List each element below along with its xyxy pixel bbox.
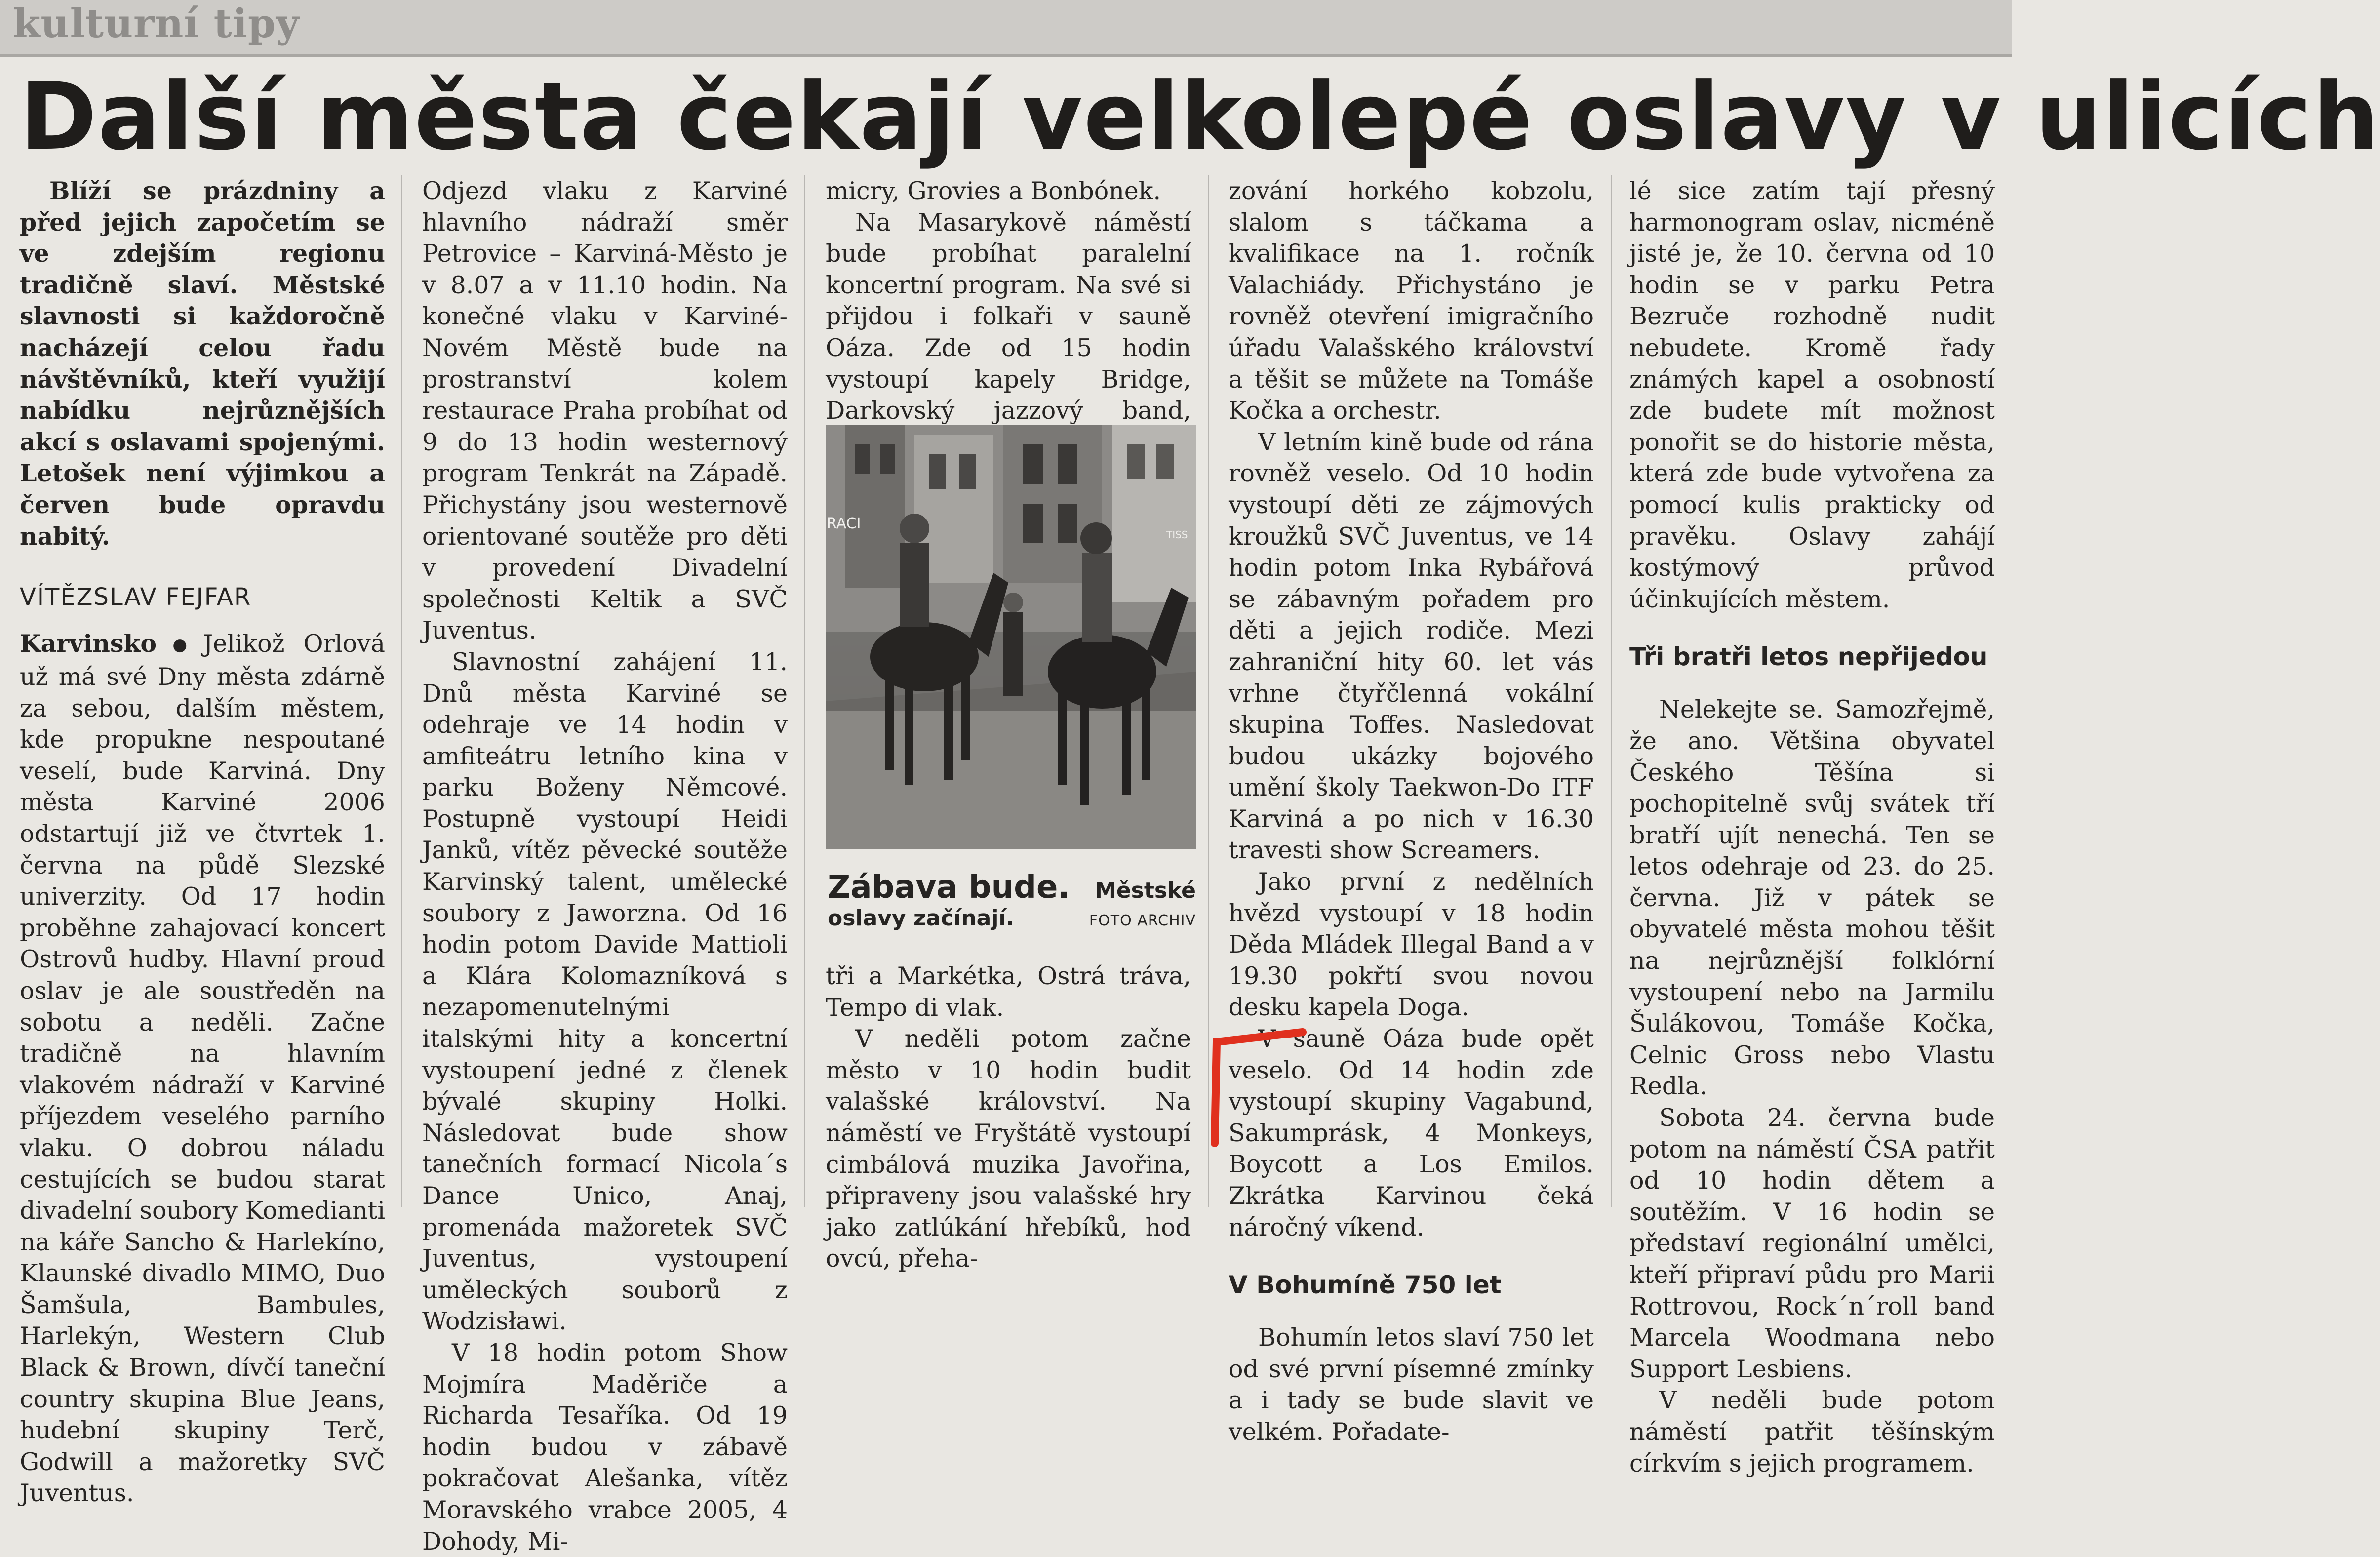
photo-block [826, 425, 1196, 933]
bullet-icon: ● [161, 635, 198, 655]
dateline-place: Karvinsko [20, 629, 157, 658]
body-paragraph: V neděli bude potom náměstí patřit těšínským církvím s jejich programem. [1629, 1386, 1995, 1477]
column-divider [804, 175, 805, 1207]
body-paragraph: V sauně Oáza bude opět veselo. Od 14 hodin zde vystoupí skupiny Vagabund, Sakumprásk, 4 Monkeys, Boycott a Los Emilos. Zkrátka Karvinou čeká náročný víkend. [1229, 1025, 1594, 1241]
header-rule [0, 54, 2012, 57]
body-paragraph: Bohumín letos slaví 750 let od své první písemné zmínky a i tady se bude slavit ve velkém. Pořadate- [1229, 1323, 1594, 1446]
subheading: Tři bratři letos nepřijedou [1629, 642, 1988, 672]
headline: Další města čekají velkolepé oslavy v ulicích [20, 63, 2380, 171]
column-divider [401, 175, 402, 1207]
column-2 [422, 175, 788, 1556]
street-parade-photo [826, 425, 1196, 849]
body-paragraph: tři a Markétka, Ostrá tráva, Tempo di vlak. [826, 962, 1191, 1022]
body-paragraph: V neděli potom začne město v 10 hodin budit valašské království. Na náměstí ve Fryštátě vystoupí cimbálová muzika Javořina, připraveny jsou valašské hry jako zatlúkání hřebíků, hod ovcú, přeha- [826, 1025, 1191, 1273]
body-paragraph: Na Masarykově náměstí bude probíhat paralelní koncertní program. Na své si přijdou i folkaři v sauně Oáza. Zde od 15 hodin vystoupí kapely Bridge, Darkovský jazzový band, [826, 208, 1191, 425]
column-5 [1629, 175, 1995, 1477]
body-paragraph: V 18 hodin potom Show Mojmíra Maděriče a Richarda Tesaříka. Od 19 hodin budou v zábavě pokračovat Alešanka, vítěz Moravského vrabce 2005, 4 Dohody, Mi- [422, 1338, 788, 1556]
body-paragraph: Slavnostní zahájení 11. Dnů města Karviné se odehraje ve 14 hodin v amfiteátru letního kina v parku Boženy Němcové. Postupně vystoupí Heidi Janků, vítěz pěvecké soutěže Karvinský talent, umělecké soubory z Jaworzna. Od 16 hodin potom Davide Mattioli a Klára Kolomazníková s nezapomenutelnými italskými hity a koncertní vystoupení jedné z členek bývalé skupiny Holki. Následovat bude show tanečních formací Nicola´s Dance Unico, Anaj, promenáda mažoretek SVČ Juventus, vystoupení uměleckých souborů z Wodzisławi. [422, 647, 788, 1336]
column-1 [20, 175, 386, 1508]
caption-title: Zábava bude. [828, 869, 1070, 906]
body-paragraph: V letním kině bude od rána rovněž veselo. Od 10 hodin vystoupí děti ze zájmových kroužků SVČ Juventus, ve 14 hodin potom Inka Rybářová se zábavným pořadem pro děti a jejich rodiče. Mezi zahraniční hity 60. let vás vrhne čtyřčlenná vokální skupina Toffes. Nasledovat budou ukázky bojového umění školy Taekwon-Do ITF Karviná a po nich v 16.30 travesti show Screamers. [1229, 428, 1594, 865]
byline: VÍTĚZSLAV FEJFAR [20, 583, 252, 611]
red-corner-mark [1204, 1027, 1303, 1146]
caption-text-left: oslavy začínají. [828, 906, 1015, 931]
lead-paragraph: Blíží se prázdniny a před jejich započetím se ve zdejším regionu tradičně slaví. Městské slavnosti si každoročně nacházejí celou řadu návštěvníků, kteří využijí nabídku nejrůznějších akcí s oslavami spojenými. Letošek není výjimkou a červen bude opravdu nabitý. [20, 176, 385, 551]
body-paragraph: lé sice zatím tají přesný harmonogram oslav, nicméně jisté je, že 10. června od 10 hodin se v parku Petra Bezruče rozhodně nudit nebudete. Kromě řady známých kapel a osobností zde budete mít možnost ponořit se do historie města, která zde bude vytvořena za pomocí kulis prakticky od pravěku. Oslavy zahájí kostýmový průvod účinkujících městem. [1629, 177, 1995, 613]
body-paragraph: Sobota 24. června bude potom na náměstí ČSA patřit od 10 hodin dětem a soutěžím. V 16 hodin se představí regionální umělci, kteří připraví půdu pro Marii Rottrovou, Rock´n´roll band Marcela Woodmana nebo Support Lesbiens. [1629, 1104, 1995, 1383]
body-paragraph: Odjezd vlaku z Karviné hlavního nádraží směr Petrovice – Karviná-Město je v 8.07 a v 11.10 hodin. Na konečné vlaku v Karviné-Novém Městě bude na prostranství kolem restaurace Praha probíhat od 9 do 13 hodin westernový program Tenkrát na Západě. Přichystány jsou westernově orientované soutěže pro děti v provedení Divadelní společnosti Keltik a SVČ Juventus. [422, 177, 788, 645]
section-header-band [0, 0, 2012, 54]
body-paragraph: Jako první z nedělních hvězd vystoupí v 18 hodin Děda Mládek Illegal Band a v 19.30 pokřtí svou novou desku kapela Doga. [1229, 868, 1594, 1022]
column-3-top [826, 175, 1191, 425]
body-paragraph: Nelekejte se. Samozřejmě, že ano. Většina obyvatel Českého Těšína si pochopitelně svůj svátek tří bratří ujít nenechá. Ten se letos odehraje od 23. do 25. června. Již v pátek se obyvatelé města mohou těšit na nejrůznější folklórní vystoupení nebo na Jarmilu Šulákovou, Tomáše Kočka, Celnic Gross nebo Vlastu Redla. [1629, 695, 1995, 1101]
photo-caption [828, 869, 1196, 931]
sign-left: RACI [827, 515, 861, 532]
body-paragraph [20, 628, 385, 1509]
body-paragraph: zování horkého kobzolu, slalom s táčkama a kvalifikace na 1. ročník Valachiády. Přichystáno je rovněž otevření imigračního úřadu Valašského království a těšit se můžete na Tomáše Kočka a orchestr. [1229, 177, 1594, 425]
body-paragraph: micry, Grovies a Bonbónek. [826, 177, 1161, 205]
sign-right: TISS [1166, 529, 1188, 541]
photo-credit: FOTO ARCHIV [1089, 912, 1196, 929]
column-3-bottom [826, 960, 1191, 1273]
subheading: V Bohumíně 750 let [1229, 1271, 1502, 1300]
section-label: kulturní tipy [13, 0, 300, 46]
caption-text-right: Městské [1095, 878, 1196, 903]
body-text: Jelikož Orlová už má své Dny města zdárně za sebou, dalším městem, kde propukne nespoutané veselí, bude Karviná. Dny města Karviné 2006 odstartují již ve čtvrtek 1. června na půdě Slezské univerzity. Od 17 hodin proběhne zahajovací koncert Ostrovů hudby. Hlavní proud oslav je ale soustředěn na sobotu a neděli. Začne tradičně na hlavním vlakovém nádraží v Karviné příjezdem veselého parního vlaku. O dobrou náladu cestujících se budou starat divadelní soubory Komedianti na káře Sancho & Harlekíno, Klaunské divadlo MIMO, Duo Šamšula, Bambules, Harlekýn, Western Club Black & Brown, dívčí taneční country skupina Blue Jeans, hudební skupiny Terč, Godwill a mažoretky SVČ Juventus. [20, 629, 386, 1508]
column-divider [1611, 175, 1612, 1207]
